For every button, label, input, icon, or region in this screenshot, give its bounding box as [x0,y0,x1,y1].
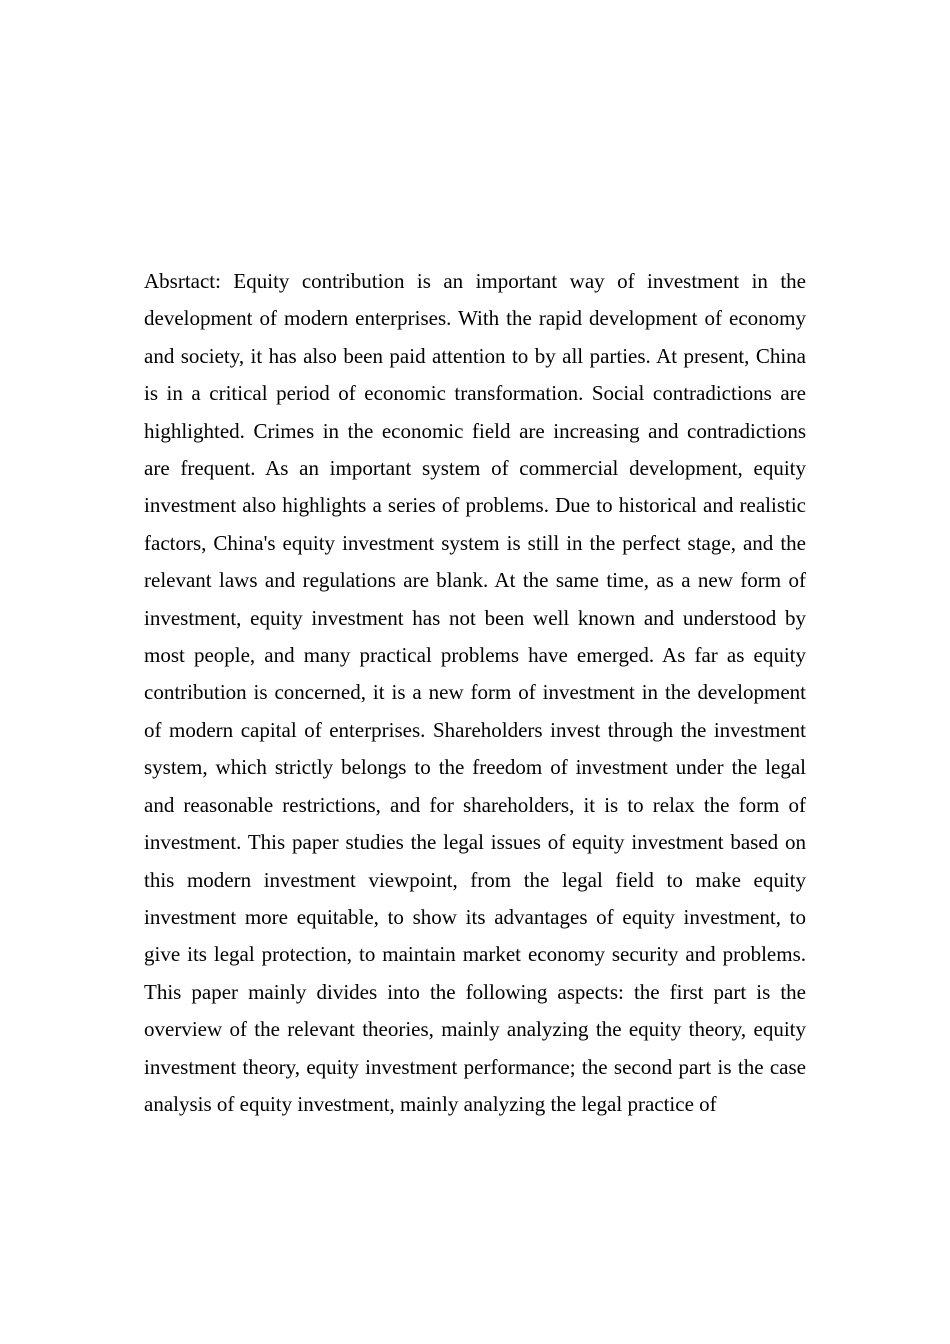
abstract-paragraph: Absrtact: Equity contribution is an important way of investment in the development of modern enterprises. With the rapid development of economy and society, it has also been paid attention to by all parties. At present, China is in a critical period of economic transformation. Social contradictions are highlighted. Crimes in the economic field are increasing and contradictions are frequent. As an important system of commercial development, equity investment also highlights a series of problems. Due to historical and realistic factors, China's equity investment system is still in the perfect stage, and the relevant laws and regulations are blank. At the same time, as a new form of investment, equity investment has not been well known and understood by most people, and many practical problems have emerged. As far as equity contribution is concerned, it is a new form of investment in the development of modern capital of enterprises. Shareholders invest through the investment system, which strictly belongs to the freedom of investment under the legal and reasonable restrictions, and for shareholders, it is to relax the form of investment. This paper studies the legal issues of equity investment based on this modern investment viewpoint, from the legal field to make equity investment more equitable, to show its advantages of equity investment, to give its legal protection, to maintain market economy security and problems. This paper mainly divides into the following aspects: the first part is the overview of the relevant theories, mainly analyzing the equity theory, equity investment theory, equity investment performance; the second part is the case analysis of equity investment, mainly analyzing the legal practice of [144,269,806,1116]
